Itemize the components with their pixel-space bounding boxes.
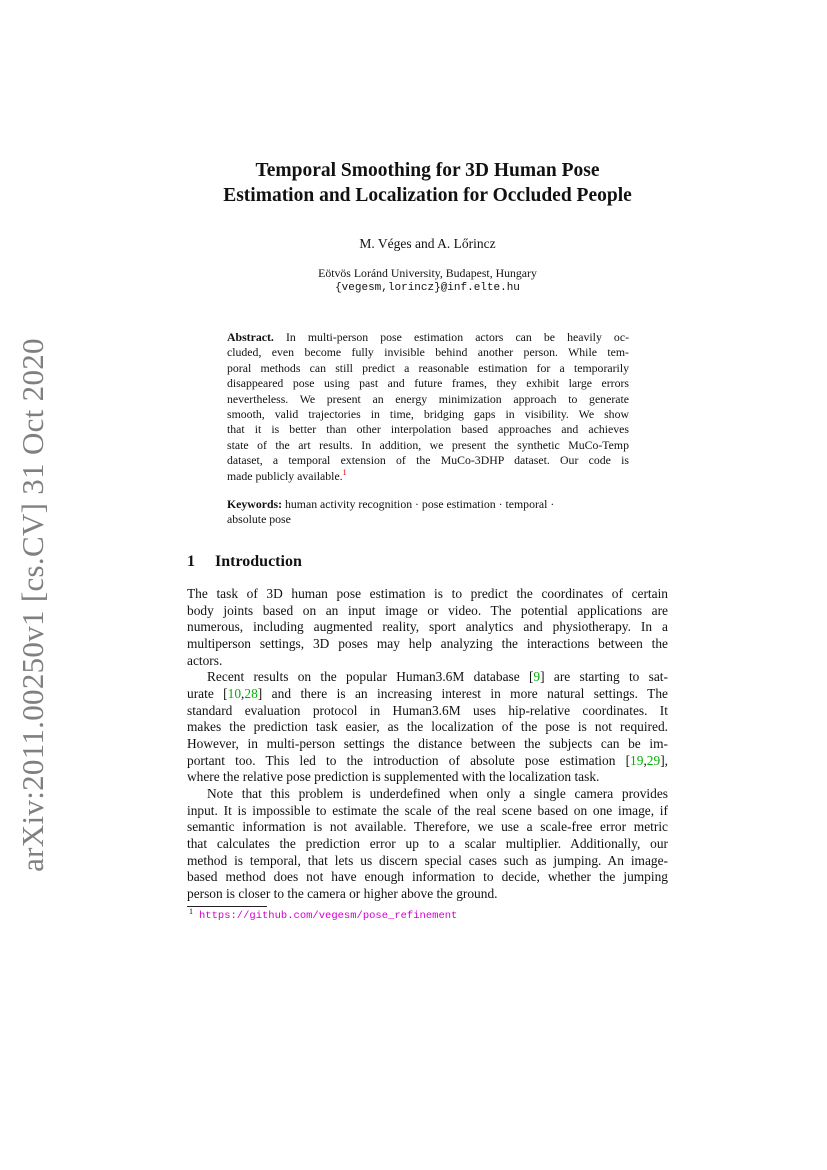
citation-link[interactable]: 9 [533,669,541,685]
abstract-line: smooth, valid trajectories in time, bridging gaps in visibility. We show [227,407,629,422]
body-line: multiperson settings, 3D poses may help analyzing the interactions between the [187,635,668,651]
keywords-line: Keywords: human activity recognition · pose estimation · temporal · [227,497,555,511]
body-line: where the relative pose prediction is supplemented with the localization task. [187,769,600,785]
body-line: method is temporal, that lets us discern special cases such as jumping. An image- [187,852,668,868]
code-repository-link[interactable]: https://github.com/vegesm/pose_refinement [199,910,458,922]
body-line: However, in multi-person settings the distance between the subjects can be im- [187,735,668,751]
body-line: person is closer to the camera or higher above the ground. [187,885,498,901]
body-line: Note that this problem is underdefined when only a single camera provides [207,785,668,801]
body-line: Recent results on the popular Human3.6M database [9] are starting to sat- [207,669,668,685]
paper-title [187,158,668,208]
affiliation: Eötvös Loránd University, Budapest, Hungary [318,266,537,280]
title-line: Temporal Smoothing for 3D Human Pose [255,160,600,181]
abstract [227,330,629,484]
citation-link[interactable]: 29 [646,752,661,768]
citation-link[interactable]: 10 [227,685,242,701]
body-line: standard evaluation protocol in Human3.6M uses hip-relative coordinates. It [187,702,668,718]
body-line: body joints based on an input image or video. The potential applications are [187,602,668,618]
abstract-line: cluded, even become fully invisible behind another person. While tem- [227,345,629,360]
arxiv-id: arXiv:2011.00250v1 [cs.CV] 31 Oct 2020 [15,338,50,872]
affiliation-block [187,266,668,296]
body-line: based method does not have enough information to decide, whether the jumping [187,869,668,885]
title-line: Estimation and Localization for Occluded People [223,185,632,206]
keywords [227,497,629,528]
abstract-line: nevertheless. We present an energy minimization approach to generate [227,391,629,406]
body-line: semantic information is not available. Therefore, we use a scale-free error metric [187,819,668,835]
abstract-line: that it is better than other interpolation based approaches and achieves [227,422,629,437]
keywords-label: Keywords: [227,497,283,511]
section-number: 1 [187,553,195,570]
citation-link[interactable]: 28 [244,685,258,701]
abstract-label: Abstract. [227,330,274,344]
abstract-line: disappeared pose using past and future frames, they exhibit large errors [227,376,629,391]
keywords-line: absolute pose [227,512,291,527]
body-line: The task of 3D human pose estimation is to predict the coordinates of certain [187,586,668,601]
body-line: urate [10,28] and there is an increasing interest in more natural settings. The [187,685,668,701]
introduction-body [187,586,668,902]
arxiv-sidebar-stamp [15,338,51,872]
body-line: that calculates the prediction error up to a scalar multiplier. Additionally, our [187,835,668,851]
section-heading-introduction [187,553,302,571]
section-title: Introduction [215,553,302,570]
footnote-mark: 1 [189,906,193,916]
abstract-line: poral methods can still predict a reasonable estimation for a temporarily [227,360,629,375]
body-line: numerous, including augmented reality, sport analytics and physiotherapy. In a [187,619,668,635]
body-line: makes the prediction task easier, as the localization of the pose is not required. [187,719,668,735]
footnote-ref-link[interactable]: 1 [342,467,347,477]
abstract-line: dataset, a temporal extension of the MuCo-3DHP dataset. Our code is [227,453,629,468]
abstract-line: Abstract. In multi-person pose estimation actors can be heavily oc- [227,330,629,344]
author-emails: {vegesm,lorincz}@inf.elte.hu [335,282,520,294]
abstract-line: made publicly available.$^1$ [227,467,347,483]
footnote-divider [187,906,267,907]
citation-link[interactable]: 19 [630,752,644,768]
footnote [189,906,458,922]
author-list: M. Véges and A. Lőrincz [359,236,496,251]
body-line: input. It is impossible to estimate the scale of the real scene based on one image, if [187,802,668,818]
body-line: actors. [187,652,223,668]
abstract-line: state of the art results. In addition, we present the synthetic MuCo-Temp [227,437,629,452]
body-line: portant too. This led to the introduction of absolute pose estimation [19,29], [187,752,668,768]
